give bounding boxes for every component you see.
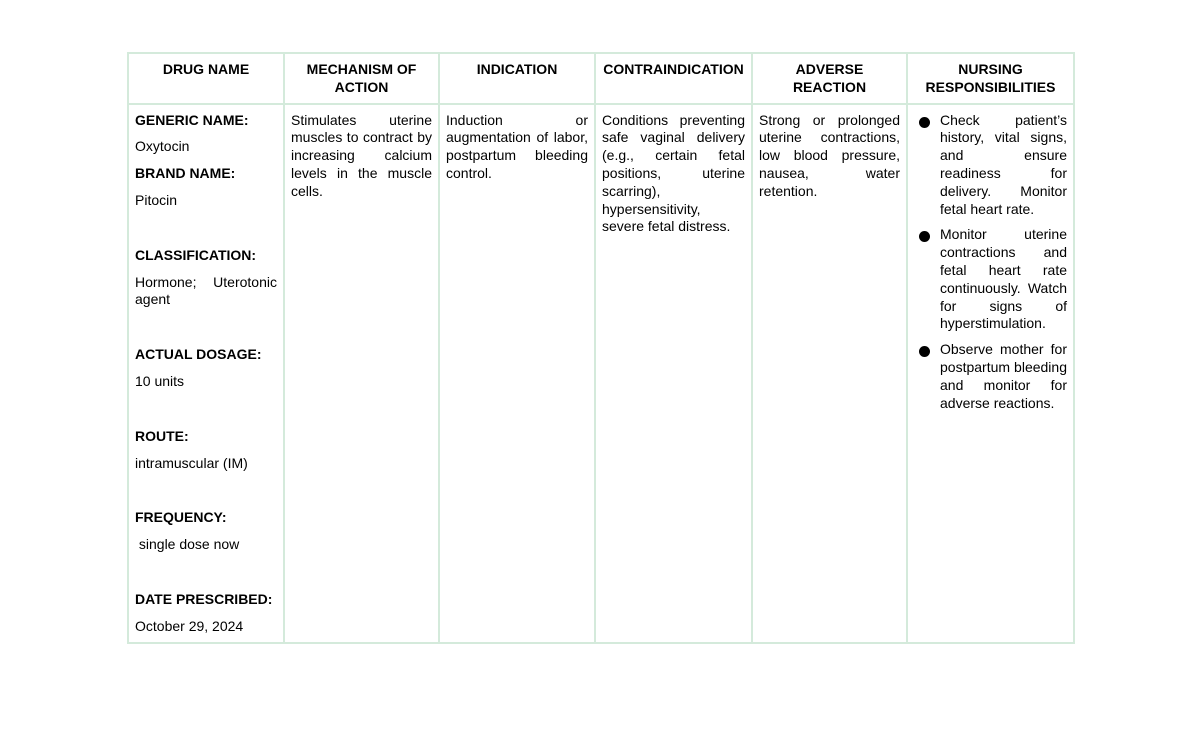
brand-name-value: Pitocin	[135, 191, 178, 208]
bullet-icon	[919, 117, 930, 128]
nursing-item	[914, 112, 1067, 219]
header-mechanism: MECHANISM OF ACTION	[284, 53, 439, 104]
contraindication-cell: Conditions preventing safe vaginal delivery (e.g., certain fetal positions, uterine scarring), hypersensitivity, severe fetal distress.	[595, 104, 752, 643]
nursing-item-text: Check patient’s history, vital signs, and ensure readiness for delivery. Monitor fetal heart rate.	[940, 111, 1067, 217]
nursing-item-text: Monitor uterine contractions and fetal heart rate continuously. Watch for signs of hyperstimulation.	[940, 226, 1067, 332]
nursing-item	[914, 341, 1067, 412]
nursing-responsibilities-cell	[907, 104, 1074, 643]
mechanism-cell: Stimulates uterine muscles to contract by increasing calcium levels in the muscle cells.	[284, 104, 439, 643]
drug-name-cell	[128, 104, 284, 643]
route-value: intramuscular (IM)	[135, 454, 248, 471]
generic-name-label: GENERIC NAME:	[135, 111, 249, 128]
date-prescribed-value: October 29, 2024	[135, 617, 244, 634]
bullet-icon	[919, 346, 930, 357]
header-adverse-reaction: ADVERSE REACTION	[752, 53, 907, 104]
classification-value: Hormone; Uterotonic agent	[135, 273, 277, 308]
generic-name-value: Oxytocin	[135, 138, 190, 155]
date-prescribed-label: DATE PRESCRIBED:	[135, 590, 273, 607]
header-indication: INDICATION	[439, 53, 595, 104]
header-drug-name: DRUG NAME	[128, 53, 284, 104]
actual-dosage-value: 10 units	[135, 372, 185, 389]
nursing-item-text: Observe mother for postpartum bleeding and monitor for adverse reactions.	[940, 341, 1067, 411]
route-label: ROUTE:	[135, 427, 189, 444]
actual-dosage-label: ACTUAL DOSAGE:	[135, 346, 262, 363]
classification-label: CLASSIFICATION:	[135, 246, 257, 263]
frequency-value: single dose now	[135, 536, 240, 553]
indication-cell: Induction or augmentation of labor, postpartum bleeding control.	[439, 104, 595, 643]
frequency-label: FREQUENCY:	[135, 509, 227, 526]
drug-study-table	[127, 52, 1075, 644]
header-contraindication: CONTRAINDICATION	[595, 53, 752, 104]
brand-name-label: BRAND NAME:	[135, 165, 236, 182]
adverse-reaction-cell: Strong or prolonged uterine contractions, low blood pressure, nausea, water retention.	[752, 104, 907, 643]
bullet-icon	[919, 231, 930, 242]
header-row	[128, 53, 1074, 104]
nursing-item	[914, 226, 1067, 333]
content-row	[128, 104, 1074, 643]
header-nursing-responsibilities: NURSING RESPONSIBILITIES	[907, 53, 1074, 104]
nursing-list	[914, 112, 1067, 413]
